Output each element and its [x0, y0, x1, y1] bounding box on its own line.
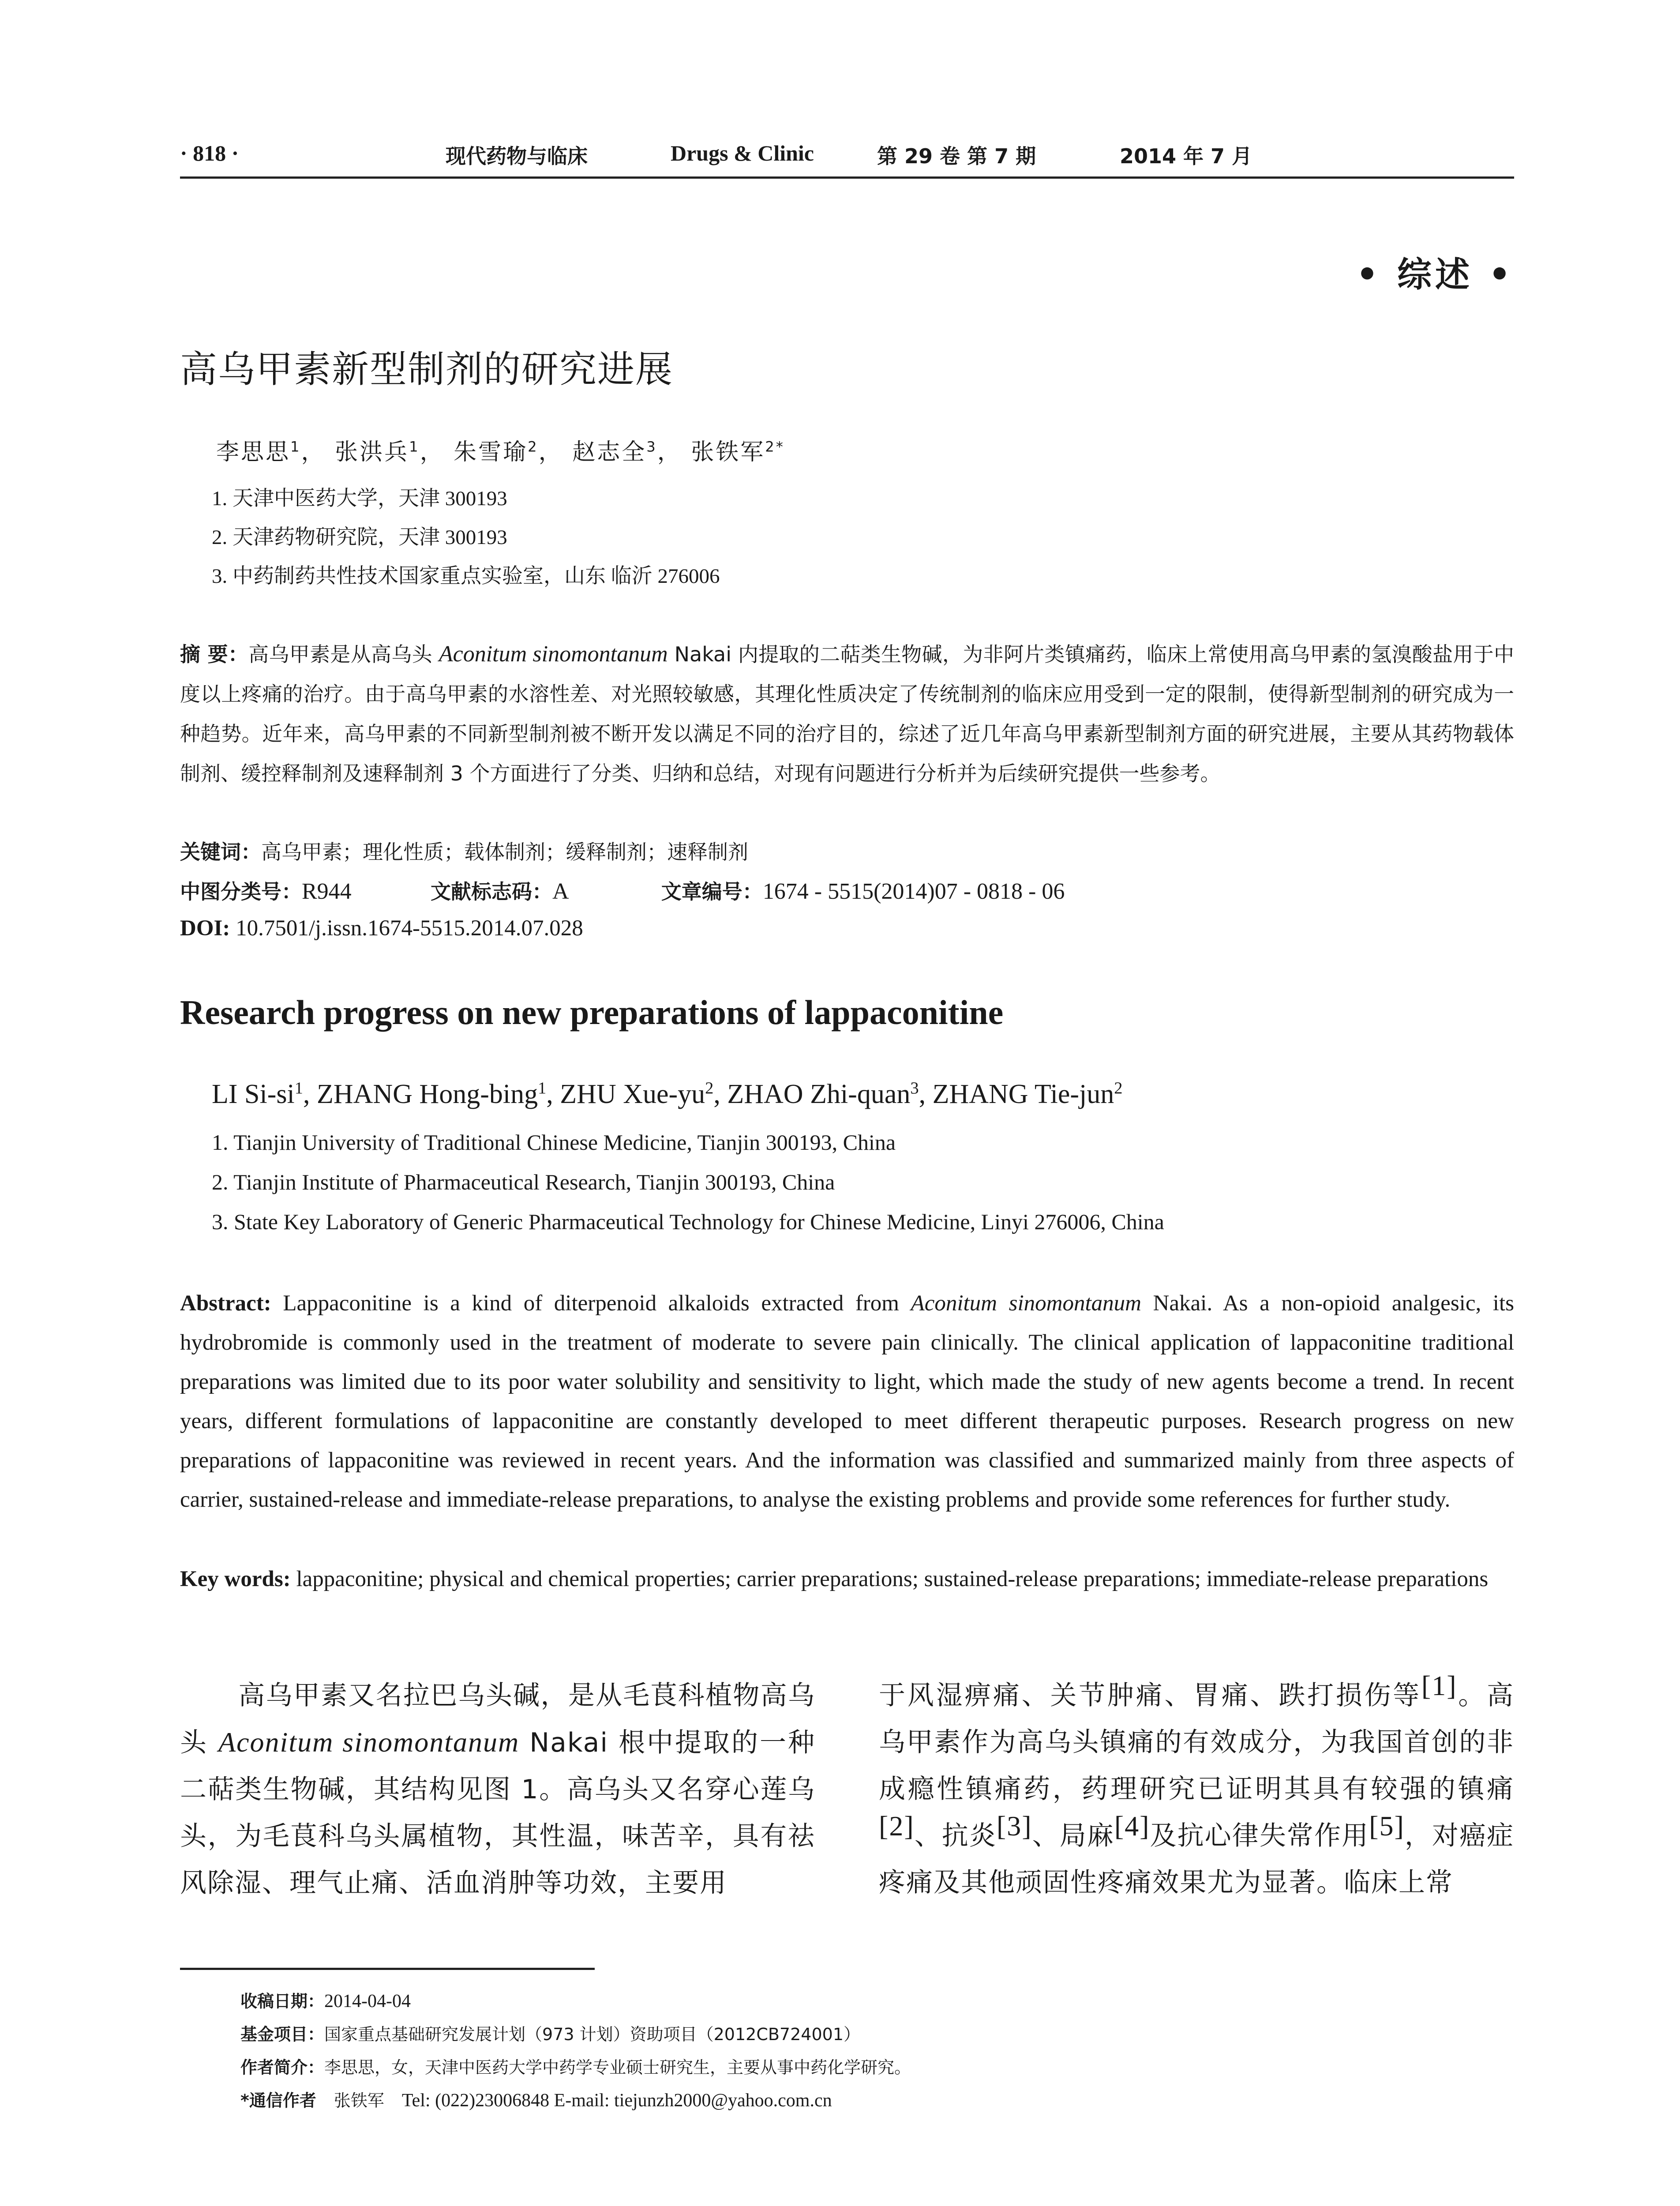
section-tag: • 综述 •: [1356, 255, 1514, 295]
body-column-right: [879, 1672, 1514, 1906]
issue-date: 2014 年 7 月: [1120, 144, 1252, 168]
journal-name-en: Drugs & Clinic: [671, 141, 814, 165]
running-header: [180, 140, 1514, 167]
bio-label: 作者简介：: [240, 2058, 325, 2077]
citation-ref[interactable]: [5]: [1369, 1810, 1405, 1842]
body-text: 、局麻: [1032, 1820, 1114, 1851]
author-affil-sup: 3: [910, 1079, 919, 1098]
clc-value: R944: [302, 879, 352, 904]
bio-text: 李思思，女，天津中医药大学中药学专业硕士研究生，主要从事中药化学研究。: [324, 2058, 911, 2077]
affiliation-cn: 3. 中药制药共性技术国家重点实验室，山东 临沂 276006: [212, 565, 720, 588]
author-affil-sup: 2: [705, 1079, 714, 1098]
keywords-cn: [180, 836, 748, 865]
keywords-en-text: lappaconitine; physical and chemical properties; carrier preparations; sustained-release preparations; immediate-release preparations: [290, 1567, 1489, 1591]
citation-ref[interactable]: [1]: [1421, 1670, 1457, 1701]
body-text: 高乌甲素又名拉巴乌头碱，是从毛茛科植物高乌头: [180, 1680, 815, 1758]
author-name: ZHANG Tie-jun: [932, 1079, 1114, 1109]
species-name: Aconitum sinomontanum: [439, 642, 668, 667]
footnote-received: [240, 1988, 411, 2012]
body-text: 于风湿痹痛、关节肿痛、胃痛、跌打损伤等: [879, 1680, 1421, 1711]
body-text: Nakai 根中提取的一种二萜类生物碱，其结构见图 1。高乌头又名穿心莲乌头，为毛茛科乌头属植物，其性温，味苦辛，具有祛风除湿、理气止痛、活血消肿等功效，主要用: [180, 1727, 815, 1898]
author-affil-sup: 1: [290, 438, 301, 455]
citation-ref[interactable]: [4]: [1114, 1810, 1150, 1842]
author-affil-sup: 1: [409, 438, 420, 455]
affiliation-en: 3. State Key Laboratory of Generic Pharmaceutical Technology for Chinese Medicine, Linyi 276006, China: [212, 1209, 1164, 1234]
footnote-rule: [180, 1968, 595, 1970]
author-name: 李思思: [216, 439, 291, 465]
author-name: ZHAO Zhi-quan: [727, 1079, 911, 1109]
affiliation-en: 1. Tianjin University of Traditional Chinese Medicine, Tianjin 300193, China: [212, 1130, 896, 1155]
abstract-cn-text: Nakai 内提取的二萜类生物碱，为非阿片类镇痛药，临床上常使用高乌甲素的氢溴酸盐用于中度以上疼痛的治疗。由于高乌甲素的水溶性差、对光照较敏感，其理化性质决定了传统制剂的临床应用受到一定的限制，使得新型制剂的研究成为一种趋势。近年来，高乌甲素的不同新型制剂被不断开发以满足不同的治疗目的，综述了近几年高乌甲素新型制剂方面的研究进展，主要从其药物载体制剂、缓控释制剂及速释制剂 3 个方面进行了分类、归纳和总结，对现有问题进行分析并为后续研究提供一些参考。: [180, 642, 1514, 785]
clc-label: 中图分类号：: [180, 880, 302, 904]
doc-code-value: A: [552, 879, 569, 904]
affiliation-cn: 2. 天津药物研究院，天津 300193: [212, 526, 507, 549]
corr-contact[interactable]: Tel: (022)23006848 E-mail: tiejunzh2000@yahoo.com.cn: [401, 2090, 832, 2111]
keywords-en: [180, 1560, 1514, 1599]
body-text: 及抗心律失常作用: [1150, 1820, 1369, 1851]
body-text: 。高乌甲素作为高乌头镇痛的有效成分，为我国首创的非成瘾性镇痛药，药理研究已证明其具有较强的镇痛: [879, 1680, 1515, 1805]
footnote-bio: [240, 2054, 911, 2078]
received-label: 收稿日期：: [240, 1992, 325, 2011]
fund-label: 基金项目：: [240, 2025, 325, 2044]
author-affil-sup: 1: [294, 1079, 303, 1098]
author-affil-sup: 2: [1114, 1079, 1123, 1098]
author-name: LI Si-si: [212, 1079, 295, 1109]
species-name: Aconitum sinomontanum: [218, 1726, 520, 1758]
doi-value[interactable]: 10.7501/j.issn.1674-5515.2014.07.028: [230, 916, 583, 941]
article-number-label: 文章编号：: [661, 880, 763, 904]
keywords-cn-label: 关键词：: [180, 840, 261, 864]
body-text: 、抗炎: [914, 1820, 997, 1851]
corr-label: *通信作者: [240, 2091, 316, 2110]
title-en: Research progress on new preparations of lappaconitine: [180, 993, 1004, 1032]
abstract-en-text: Nakai. As a non-opioid analgesic, its hydrobromide is commonly used in the treatment of moderate to severe pain clinically. The clinical application of lappaconitine traditional preparations was limited due to its poor water solubility and sensitivity to light, which made the study of new agents become a trend. In recent years, different formulations of lappaconitine are constantly developed to meet different therapeutic purposes. Research progress on new preparations of lappaconitine was reviewed in recent years. And the information was classified and summarized mainly from three aspects of carrier, sustained-release and immediate-release preparations, to analyse the existing problems and provide some references for further study.: [180, 1291, 1514, 1512]
author-name: 张洪兵: [335, 439, 409, 465]
doi-line: [180, 915, 583, 941]
doi-label: DOI:: [180, 916, 230, 941]
author-affil-sup: 1: [538, 1079, 547, 1098]
affiliation-en: 2. Tianjin Institute of Pharmaceutical Research, Tianjin 300193, China: [212, 1170, 835, 1194]
abstract-cn-text: 高乌甲素是从高乌头: [248, 642, 439, 666]
authors-cn: 李思思$^1$， 张洪兵$^1$， 朱雪瑜$^2$， 赵志全$^3$， 张铁军$^{2*}$: [216, 438, 785, 465]
title-cn: 高乌甲素新型制剂的研究进展: [180, 348, 674, 391]
citation-ref[interactable]: [3]: [996, 1810, 1032, 1842]
article-number-value: 1674 - 5515(2014)07 - 0818 - 06: [762, 879, 1065, 904]
abstract-cn: [180, 634, 1514, 793]
author-name: ZHU Xue-yu: [560, 1079, 705, 1109]
corr-name: 张铁军: [334, 2091, 384, 2110]
volume-issue: 第 29 卷 第 7 期: [877, 144, 1036, 168]
fund-text: 国家重点基础研究发展计划（973 计划）资助项目（2012CB724001）: [324, 2025, 860, 2044]
author-affil-sup: 2: [528, 438, 539, 455]
body-text: ，对癌症疼痛及其他顽固性疼痛效果尤为显著。临床上常: [879, 1820, 1515, 1898]
author-name: ZHANG Hong-bing: [316, 1079, 538, 1109]
abstract-en-label: Abstract:: [180, 1291, 271, 1316]
classification-line: [180, 876, 1065, 905]
page-number: · 818 ·: [180, 141, 239, 165]
author-name: 朱雪瑜: [454, 439, 528, 465]
keywords-cn-text: 高乌甲素；理化性质；载体制剂；缓释制剂；速释制剂: [261, 840, 748, 864]
received-date: 2014-04-04: [324, 1991, 411, 2011]
author-name: 张铁军: [691, 439, 765, 465]
abstract-en-text: Lappaconitine is a kind of diterpenoid alkaloids extracted from: [271, 1291, 911, 1316]
footnote-fund: [240, 2021, 860, 2045]
author-affil-sup: 2*: [765, 438, 785, 455]
affiliation-cn: 1. 天津中医药大学，天津 300193: [212, 487, 507, 510]
abstract-cn-label: 摘 要：: [180, 642, 249, 666]
header-rule: [180, 176, 1514, 179]
footnote-corresponding: [240, 2087, 832, 2111]
author-affil-sup: 3: [646, 438, 657, 455]
citation-ref[interactable]: [2]: [879, 1810, 915, 1842]
authors-en: LI $Si-si^1$, ZHANG Hong-bing$^1$, ZHU Xue-$yu^2$, ZHAO Zhi-quan$^3$, ZHANG Tie-jun$^2$: [212, 1079, 1123, 1109]
doc-code-label: 文献标志码：: [430, 880, 552, 904]
keywords-en-label: Key words:: [180, 1567, 291, 1591]
author-name: 赵志全: [572, 439, 647, 465]
species-name: Aconitum sinomontanum: [911, 1291, 1141, 1316]
body-column-left: [180, 1672, 815, 1906]
journal-name-cn: 现代药物与临床: [446, 144, 588, 168]
abstract-en: [180, 1284, 1514, 1519]
